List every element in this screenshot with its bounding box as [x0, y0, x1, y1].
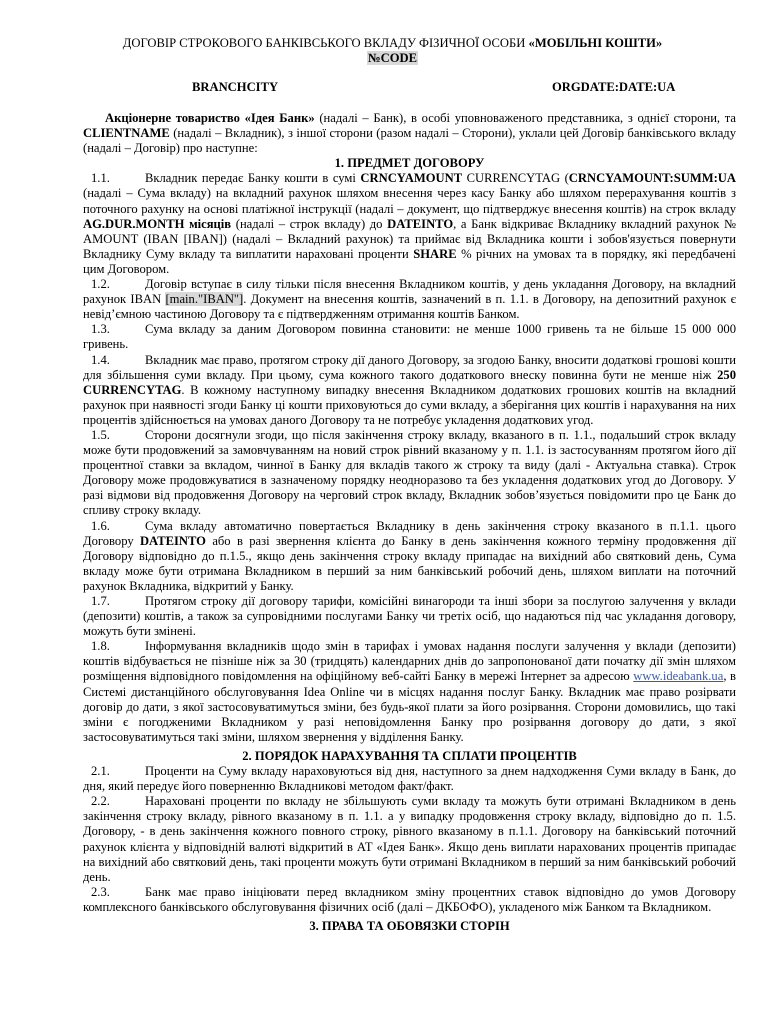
- clause-number: 1.2.: [91, 277, 110, 292]
- clause-text: , а Банк відкриває Вкладнику вкладний рахунок № AMOUNT (IBAN [IBAN]) (надалі – Вкладний рахунок) та приймає від Вкладника кошти і зобов'язується повернути Вкладнику Суму вкладу та виплатити нараховані проценти: [83, 216, 736, 261]
- branch-city: BRANCHCITY: [192, 80, 279, 94]
- clause-text: Сума вкладу автоматично повертається Вкладнику в день закінчення строку вказаного в п.1.1. цього Договору: [83, 518, 736, 548]
- clause-1-4: [83, 353, 736, 428]
- title-text: ДОГОВІР СТРОКОВОГО БАНКІВСЬКОГО ВКЛАДУ ФІЗИЧНОЇ ОСОБИ: [122, 36, 526, 50]
- clause-text: Вкладник передає Банку кошти в сумі: [145, 171, 361, 186]
- intro-text-1: (надалі – Банк), в особі уповноваженого представника, з однієї сторони, та: [314, 111, 736, 125]
- date-into-field: DATEINTO: [387, 216, 454, 231]
- clause-1-6: [83, 519, 736, 594]
- clause-text: Протягом строку дії договору тарифи, комісійні винагороди та інші збори за послугою залучення у вклади (депозити) коштів, а також за супровідними послугами Банку чи третіх осіб, що надаються під час укладання договору, можуть бути змінені.: [83, 594, 736, 639]
- min-deposit-field: 250 CURRENCYTAG: [83, 367, 736, 397]
- clause-number: 1.4.: [91, 352, 110, 367]
- clause-text: Сторони досягнули згоди, що після закінчення строку вкладу, вказаного в п. 1.1., подальший строк вкладу може бути продовжений за замовчуванням на новий строк рівний вказаному у п. 1.1. із застосуванням протягом його дії процентної ставки за вкладом, чинної в Банку для вкладів такого ж строку та виду (далі - Актуальна ставка). Строк Договору може продовжуватися в зазначеному порядку неодноразово та без укладення додаткових угод до Договору. У разі відмови від продовження Договору на черговий строк вкладу, Вкладник зобов’язується повідомити про це Банк до спливу строку вкладу.: [83, 427, 736, 518]
- clause-text: . Документ на внесення коштів, зазначений в п. 1.1. в Договору, на депозитний рахунок є невід’ємною частиною Договору та є підтвердженням отримання коштів Банком.: [83, 292, 736, 322]
- duration-field: AG.DUR.MONTH місяців: [83, 216, 232, 231]
- share-field: SHARE: [413, 246, 457, 261]
- clause-text: Сума вкладу за даним Договором повинна становити: не менше 1000 гривень та не більше 15 000 000 гривень.: [83, 322, 736, 352]
- section-3-title: 3. ПРАВА ТА ОБОВЯЗКИ СТОРІН: [309, 918, 510, 933]
- clause-text: (надалі – строк вкладу) до: [231, 216, 388, 231]
- amount-words-field: CRNCYAMOUNT:SUMM:UA: [568, 171, 736, 186]
- clause-text: Проценти на Суму вкладу нараховуються від дня, наступного за днем надходження Суми вкладу в Банк, до дня, який передує його поверненню Вкладникові методом факт/факт.: [83, 764, 736, 794]
- clause-text: , в Системі дистанційного обслуговування Idea Online чи в місцях надання послуг Банку. Вкладник має право розірвати договір до дати, з якої застосовуватимуться зміни, без будь-якої плати за його розірвання. Сторони домовились, що такі зміни є погодженими Вкладником у разі неповідомлення Банку про розірвання договору до дати, з якої застосовуватимуться такі зміни, шляхом звернення у відділення Банку.: [83, 669, 736, 744]
- clause-text: (надалі – Сума вкладу) на вкладний рахунок шляхом внесення через касу Банку або шляхом перерахування коштів з поточного рахунку на основі платіжної інструкції (надалі – документ, що підтверджує внесення коштів) на строк вкладу: [83, 186, 736, 216]
- clause-1-8: [83, 639, 736, 745]
- contract-code: №CODE: [367, 51, 418, 65]
- clause-number: 2.1.: [91, 764, 110, 779]
- clause-text: CURRENCYTAG (: [462, 171, 569, 186]
- clause-1-5: [83, 428, 736, 519]
- clause-1-7: [83, 594, 736, 639]
- title-product: «МОБІЛЬНІ КОШТИ»: [528, 36, 663, 50]
- clause-1-2: [83, 277, 736, 322]
- clause-text: Нараховані проценти по вкладу не збільшують суми вкладу та можуть бути отримані Вкладником в день закінчення строку вкладу, рівного вказаному в п. 1.1. а у випадку продовження строку вкладу, відповідно до п. 1.5. Договору, - в день закінчення кожного повного строку, рівного вказаному в п.1.1. Договору на банківський поточний рахунок клієнта у відповідній валюті відкритий в АТ «Ідея Банк». Якщо день виплати нарахованих процентів припадає на вихідний або святковий день, такі проценти можуть бути отримані Вкладником в перший за ним банківський робочий день.: [83, 794, 736, 884]
- intro-paragraph: [83, 111, 736, 156]
- section-2-title: 2. ПОРЯДОК НАРАХУВАННЯ ТА СПЛАТИ ПРОЦЕНТІВ: [242, 748, 577, 763]
- clause-text: . В кожному наступному випадку внесення Вкладником додаткових грошових коштів на вкладний рахунок при наявності згоди Банку ці кошти приховуються до суми вкладу, а зберігання цих коштів і нарахування на них процентів здійснюється на умовах даного Договору та не потребує укладення додаткових угод.: [83, 382, 736, 427]
- bank-website-link[interactable]: www.ideabank.ua: [633, 669, 724, 684]
- clause-text: Вкладник має право, протягом строку дії даного Договору, за згодою Банку, вносити додаткові грошові кошти для збільшення суми вкладу. При цьому, сума кожного такого додаткового внеску повинна бути не менше ніж: [83, 352, 736, 382]
- intro-text-2: (надалі – Вкладник), з іншої сторони (разом надалі – Сторони), уклали цей Договір банківського вкладу (надалі – Договір) про наступне:: [83, 126, 736, 156]
- clause-text: або в разі звернення клієнта до Банку в день закінчення кожного терміну продовження дії Договору відповідно до п.1.5., якщо день закінчення строку вкладу припадає на вихідний або святковий день, Сума вкладу може бути отримана Вкладником в перший за ним банківський робочий день, шляхом виплати на поточний рахунок Вкладника, відкритий у Банку.: [83, 533, 736, 593]
- document-body: [83, 111, 736, 934]
- document-title: [60, 36, 725, 66]
- clause-2-3: [83, 885, 736, 915]
- clause-2-1: [83, 764, 736, 794]
- clause-number: 1.7.: [91, 594, 110, 608]
- clause-number: 1.8.: [91, 639, 110, 654]
- clause-number: 1.1.: [91, 171, 110, 186]
- org-date: ORGDATE:DATE:UA: [552, 80, 676, 94]
- clause-number: 1.6.: [91, 518, 110, 533]
- clause-number: 2.2.: [91, 794, 110, 809]
- bank-name: Акціонерне товариство «Ідея Банк»: [105, 111, 315, 125]
- iban-field: [main."IBAN"]: [165, 292, 244, 307]
- clause-1-3: [83, 322, 736, 352]
- clause-text: % річних на умовах та в порядку, які передбачені цим Договором.: [83, 246, 736, 276]
- client-name: CLIENTNAME: [83, 126, 170, 141]
- clause-2-2: [83, 794, 736, 885]
- clause-number: 2.3.: [91, 884, 110, 899]
- clause-text: Договір вступає в силу тільки після внесення Вкладником коштів, у день укладання Договору, на вкладний рахунок IBAN: [83, 277, 736, 307]
- clause-number: 1.3.: [91, 322, 110, 337]
- clause-text: Банк має право ініціювати перед вкладником зміну процентних ставок відповідно до умов Договору комплексного банківського обслуговування фізичних осіб (далі – ДКБОФО), укладеного між Банком та Вкладником.: [83, 884, 736, 914]
- date-into-field: DATEINTO: [139, 533, 206, 548]
- clause-number: 1.5.: [91, 427, 110, 442]
- clause-1-1: [83, 171, 736, 277]
- clause-text: Інформування вкладників щодо змін в тарифах і умовах надання послуги залучення у вклади (депозити) коштів відбувається не пізніше ніж за 30 (тридцять) календарних днів до запропонованої дати початку дії змін шляхом розміщення відповідного повідомлення на офіційному веб-сайті Банку в мережі Інтернет за адресою: [83, 639, 736, 684]
- section-1-title: 1. ПРЕДМЕТ ДОГОВОРУ: [334, 156, 485, 171]
- amount-field: CRNCYAMOUNT: [360, 171, 463, 186]
